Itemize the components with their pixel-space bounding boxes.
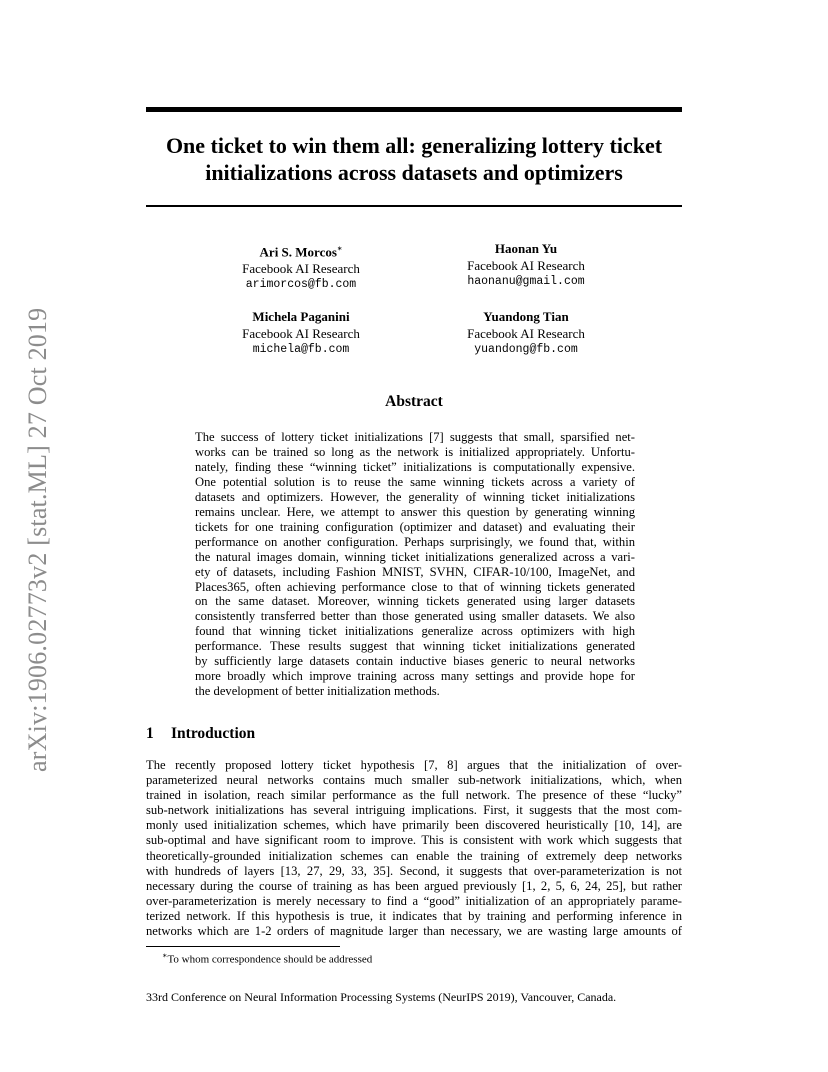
conference-note: 33rd Conference on Neural Information Processing Systems (NeurIPS 2019), Vancouver, Canada. [146, 990, 617, 1004]
footnote [162, 949, 372, 967]
author-name: Michela Paganini [252, 309, 350, 324]
author-email[interactable]: arimorcos@fb.com [245, 278, 357, 292]
author-footnote-mark: ∗ [336, 244, 343, 253]
footnote-text: To whom correspondence should be addressed [167, 953, 373, 966]
intro-line: The recently proposed lottery ticket hypothesis [7, 8] argues that the initialization of over- [146, 758, 682, 772]
section-number: 1 [146, 725, 154, 742]
footnote-rule [146, 946, 340, 947]
abstract-line: nately, finding these “winning ticket” initializations is computationally expensive. [195, 459, 635, 474]
intro-line: sub-optimal and have significant room to improve. This is consistent with work which suggests that [146, 833, 682, 848]
abstract-line: found that winning ticket initializations generalize across optimizers with high [195, 624, 635, 639]
author-affiliation: Facebook AI Research [467, 257, 585, 273]
intro-line: sub-network initializations has several intriguing implications. First, it suggests that the most com- [146, 803, 682, 818]
title-line: initializations across datasets and optimizers [205, 160, 623, 185]
intro-line: networks which are 1-2 orders of magnitude larger than necessary, we are wasting large amounts of [146, 924, 682, 939]
section-title: Introduction [171, 725, 256, 742]
abstract-line: datasets and optimizers. However, the generality of winning ticket initializations [195, 489, 635, 504]
abstract-line: performance on another configuration. Perhaps surprisingly, we found that, within [195, 534, 635, 549]
author-affiliation: Facebook AI Research [467, 325, 585, 341]
abstract-line: ety of datasets, including Fashion MNIST, SVHN, CIFAR-10/100, ImageNet, and [195, 564, 635, 579]
intro-line: parameterized neural networks contains much smaller sub-network initializations, which, when [146, 773, 682, 788]
abstract-line: more broadly which improve training across many settings and provide hope for [195, 669, 635, 684]
section-heading [146, 725, 255, 743]
abstract-line: on the same dataset. Moreover, winning tickets generated using larger datasets [195, 594, 635, 609]
abstract-line: the natural images domain, winning ticket initializations generalized across a vari- [195, 549, 635, 564]
abstract-line: performance. These results suggest that winning ticket initializations generated [195, 639, 635, 654]
abstract-line: works can be trained so long as the network is initialized appropriately. Unfortu- [195, 444, 635, 459]
intro-line: over-parameterization is merely necessary to find a “good” initialization of an appropriately parame- [146, 893, 682, 908]
footnote-mark: ∗ [162, 951, 168, 960]
author-affiliation: Facebook AI Research [242, 325, 360, 341]
paper-title [146, 132, 682, 186]
author-block [201, 241, 401, 294]
introduction-body [146, 758, 682, 939]
title-top-rule [146, 107, 682, 112]
abstract-line: by sufficiently large datasets contain inductive biases generic to neural networks [195, 654, 635, 669]
abstract-line: the development of better initialization methods. [195, 684, 440, 699]
intro-line: trained in isolation, reach similar performance as the full network. The presence of these “lucky” [146, 788, 682, 803]
abstract-line: The success of lottery ticket initializations [7] suggests that small, sparsified net- [195, 430, 635, 444]
title-line: One ticket to win them all: generalizing lottery ticket [165, 133, 663, 158]
abstract-body [195, 430, 635, 699]
intro-line: terized network. If this hypothesis is true, it indicates that by training and performing inference in [146, 908, 682, 923]
author-block [426, 241, 626, 291]
author-block [426, 309, 626, 359]
abstract-line: Places365, often achieving performance close to that of winning tickets generated [195, 579, 635, 594]
author-name: Yuandong Tian [483, 309, 569, 324]
intro-line: monly used initialization schemes, which have primarily been discovered heuristically [10, 14], are [146, 818, 682, 833]
abstract-line: remains unclear. Here, we attempt to answer this question by generating winning [195, 504, 635, 519]
arxiv-stamp[interactable] [18, 290, 58, 770]
intro-line: theoretically-grounded initialization schemes can enable the training of extremely deep networks [146, 848, 682, 863]
author-affiliation: Facebook AI Research [242, 260, 360, 276]
author-email[interactable]: michela@fb.com [252, 343, 350, 356]
abstract-line: consistently transferred better than those generated using smaller datasets. We also [195, 609, 635, 624]
arxiv-identifier: arXiv:1906.02773v2 [stat.ML] 27 Oct 2019 [23, 307, 52, 772]
intro-line: necessary during the course of training as has been argued previously [1, 2, 5, 6, 24, 25], but rather [146, 878, 682, 893]
author-email[interactable]: yuandong@fb.com [474, 343, 578, 356]
author-name: Ari S. Morcos∗ [259, 244, 343, 260]
intro-line: with hundreds of layers [13, 27, 29, 33, 35]. Second, it suggests that over-parameterization is not [146, 863, 682, 878]
title-bottom-rule [146, 205, 682, 207]
abstract-line: One potential solution is to reuse the same winning tickets across a variety of [195, 474, 635, 489]
author-name: Haonan Yu [494, 241, 558, 256]
abstract-heading: Abstract [385, 393, 443, 410]
author-email[interactable]: haonanu@gmail.com [467, 275, 585, 288]
author-block [201, 309, 401, 359]
abstract-line: tickets for one training configuration (optimizer and dataset) and evaluating their [195, 519, 635, 534]
